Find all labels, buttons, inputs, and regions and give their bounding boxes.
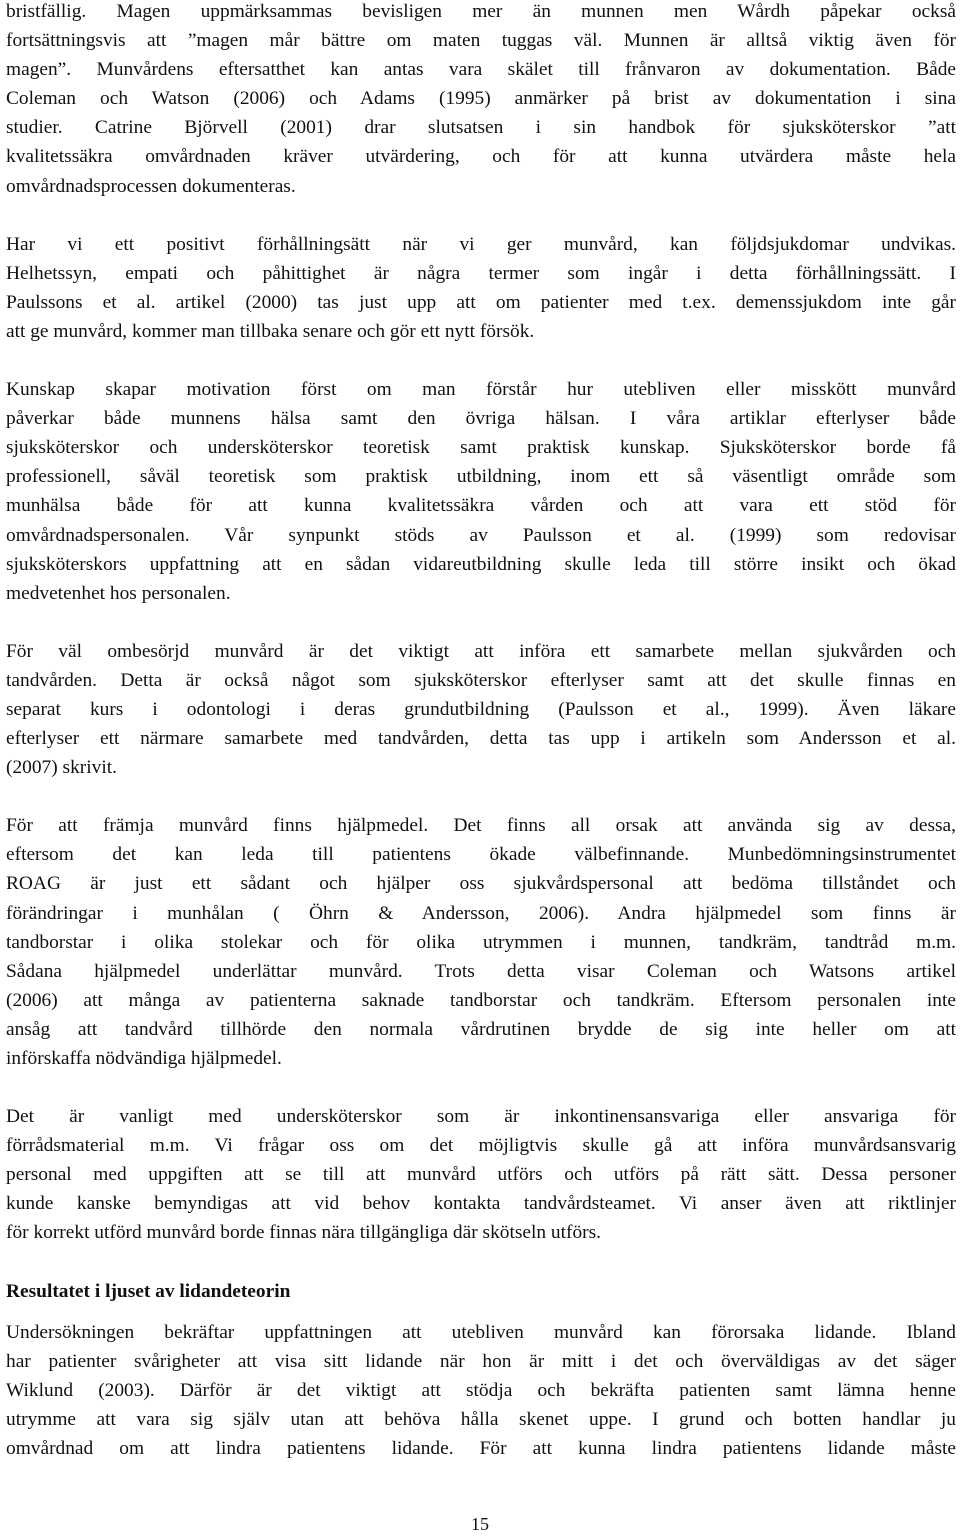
text-line: förrådsmaterial m.m. Vi frågar oss om det möjligtvis skulle gå att införa munvårdsansvarig <box>6 1135 956 1157</box>
paragraph-responsible-staff <box>6 1102 956 1247</box>
paragraph-aids <box>6 811 956 1073</box>
text-line: bristfällig. Magen uppmärksammas bevisligen mer än munnen men Wårdh påpekar också <box>6 1 956 22</box>
paragraph-suffering <box>6 1318 956 1463</box>
text-line: sjuksköterskors uppfattning att en sådan vidareutbildning skulle leda till större insikt och ökad <box>6 553 956 575</box>
paragraph-knowledge <box>6 375 956 608</box>
text-line: fortsättningsvis att ”magen mår bättre om maten tuggas väl. Munnen är alltså viktig även för <box>6 30 956 52</box>
text-line: studier. Catrine Björvell (2001) drar slutsatsen i sin handbok för sjuksköterskor ”att <box>6 117 956 139</box>
text-line: påverkar både munnens hälsa samt den övriga hälsan. I våra artiklar efterlyser både <box>6 408 956 430</box>
text-line: Wiklund (2003). Därför är det viktigt att stödja och bekräfta patienten samt lämna henne <box>6 1379 956 1401</box>
text-line: har patienter svårigheter att visa sitt lidande när hon är mitt i det och överväldigas av det säger <box>6 1350 956 1372</box>
text-line: munhälsa både för att kunna kvalitetssäkra vården och att vara ett stöd för <box>6 495 956 517</box>
text-line: separat kurs i odontologi i deras grundutbildning (Paulsson et al., 1999). Även läkare <box>6 698 956 720</box>
section-heading: Resultatet i ljuset av lidandeteorin <box>6 1280 291 1302</box>
text-line: eftersom det kan leda till patientens ökade välbefinnande. Munbedömningsinstrumentet <box>6 844 956 866</box>
page-number: 15 <box>471 1514 489 1534</box>
text-line: kunde kanske bemyndigas att vid behov kontakta tandvårdsteamet. Vi anser även att riktlinjer <box>6 1193 956 1215</box>
text-line: (2006) att många av patienterna saknade tandborstar och tandkräm. Eftersom personalen inte <box>6 989 956 1011</box>
text-line: personal med uppgiften att se till att munvård utförs och utförs på rätt sätt. Dessa personer <box>6 1164 956 1186</box>
text-line: omvårdnadspersonalen. Vår synpunkt stöds av Paulsson et al. (1999) som redovisar <box>6 524 956 546</box>
text-line: för korrekt utförd munvård borde finnas nära tillgängliga där skötseln utförs. <box>6 1222 602 1244</box>
text-line: Kunskap skapar motivation först om man förstår hur utebliven eller misskött munvård <box>6 379 956 401</box>
text-line: omvårdnadsprocessen dokumenteras. <box>6 175 296 197</box>
text-line: tandvården. Detta är också något som sjuksköterskor efterlyser samt att det skulle finnas en <box>6 669 956 691</box>
text-line: Coleman och Watson (2006) och Adams (1995) anmärker på brist av dokumentation i sina <box>6 88 956 110</box>
text-line: förändringar i munhålan ( Öhrn & Andersson, 2006). Andra hjälpmedel som finns är <box>6 902 956 924</box>
text-line: sjuksköterskor och undersköterskor teoretisk samt praktisk kunskap. Sjuksköterskor borde få <box>6 437 956 459</box>
text-line: Paulssons et al. artikel (2000) tas just upp att om patienter med t.ex. demenssjukdom inte går <box>6 291 956 313</box>
document-page <box>6 0 956 1492</box>
text-line: Sådana hjälpmedel underlättar munvård. Trots detta visar Coleman och Watsons artikel <box>6 960 956 982</box>
text-line: professionell, såväl teoretisk som praktisk utbildning, inom ett så väsentligt område som <box>6 466 956 488</box>
text-line: omvårdnad om att lindra patientens lidande. För att kunna lindra patientens lidande måste <box>6 1438 956 1460</box>
text-line: ROAG är just ett sådant och hjälper oss sjukvårdspersonal att bedöma tillståndet och <box>6 873 956 895</box>
text-line: att ge munvård, kommer man tillbaka senare och gör ett nytt försök. <box>6 320 535 342</box>
text-line: För väl ombesörjd munvård är det viktigt att införa ett samarbete mellan sjukvården och <box>6 640 956 662</box>
text-line: tandborstar i olika stolekar och för olika utrymmen i munnen, tandkräm, tandtråd m.m. <box>6 931 956 953</box>
paragraph-documentation <box>6 0 956 201</box>
text-line: magen”. Munvårdens eftersatthet kan antas vara skälet till frånvaron av dokumentation. Både <box>6 59 956 81</box>
text-line: efterlyser ett närmare samarbete med tandvården, detta tas upp i artikeln som Andersson et al. <box>6 728 956 750</box>
text-line: (2007) skrivit. <box>6 757 117 779</box>
text-line: kvalitetssäkra omvårdnaden kräver utvärdering, och för att kunna utvärdera måste hela <box>6 146 956 168</box>
text-line: utrymme att vara sig själv utan att behöva hålla skenet uppe. I grund och botten handlar ju <box>6 1408 956 1430</box>
text-line: Undersökningen bekräftar uppfattningen att utebliven munvård kan förorsaka lidande. Ibland <box>6 1321 956 1343</box>
text-line: Har vi ett positivt förhållningsätt när vi ger munvård, kan följdsjukdomar undvikas. <box>6 233 956 255</box>
paragraph-positive-approach <box>6 230 956 346</box>
paragraph-cooperation <box>6 637 956 782</box>
text-line: medvetenhet hos personalen. <box>6 582 231 604</box>
text-line: Helhetssyn, empati och påhittighet är några termer som ingår i detta förhållningssätt. I <box>6 262 956 284</box>
text-line: ansåg att tandvård tillhörde den normala vårdrutinen brydde de sig inte heller om att <box>6 1018 956 1040</box>
text-line: För att främja munvård finns hjälpmedel. Det finns all orsak att använda sig av dessa, <box>6 815 956 837</box>
text-line: införskaffa nödvändiga hjälpmedel. <box>6 1048 282 1069</box>
text-line: Det är vanligt med undersköterskor som är inkontinensansvariga eller ansvariga för <box>6 1106 956 1128</box>
